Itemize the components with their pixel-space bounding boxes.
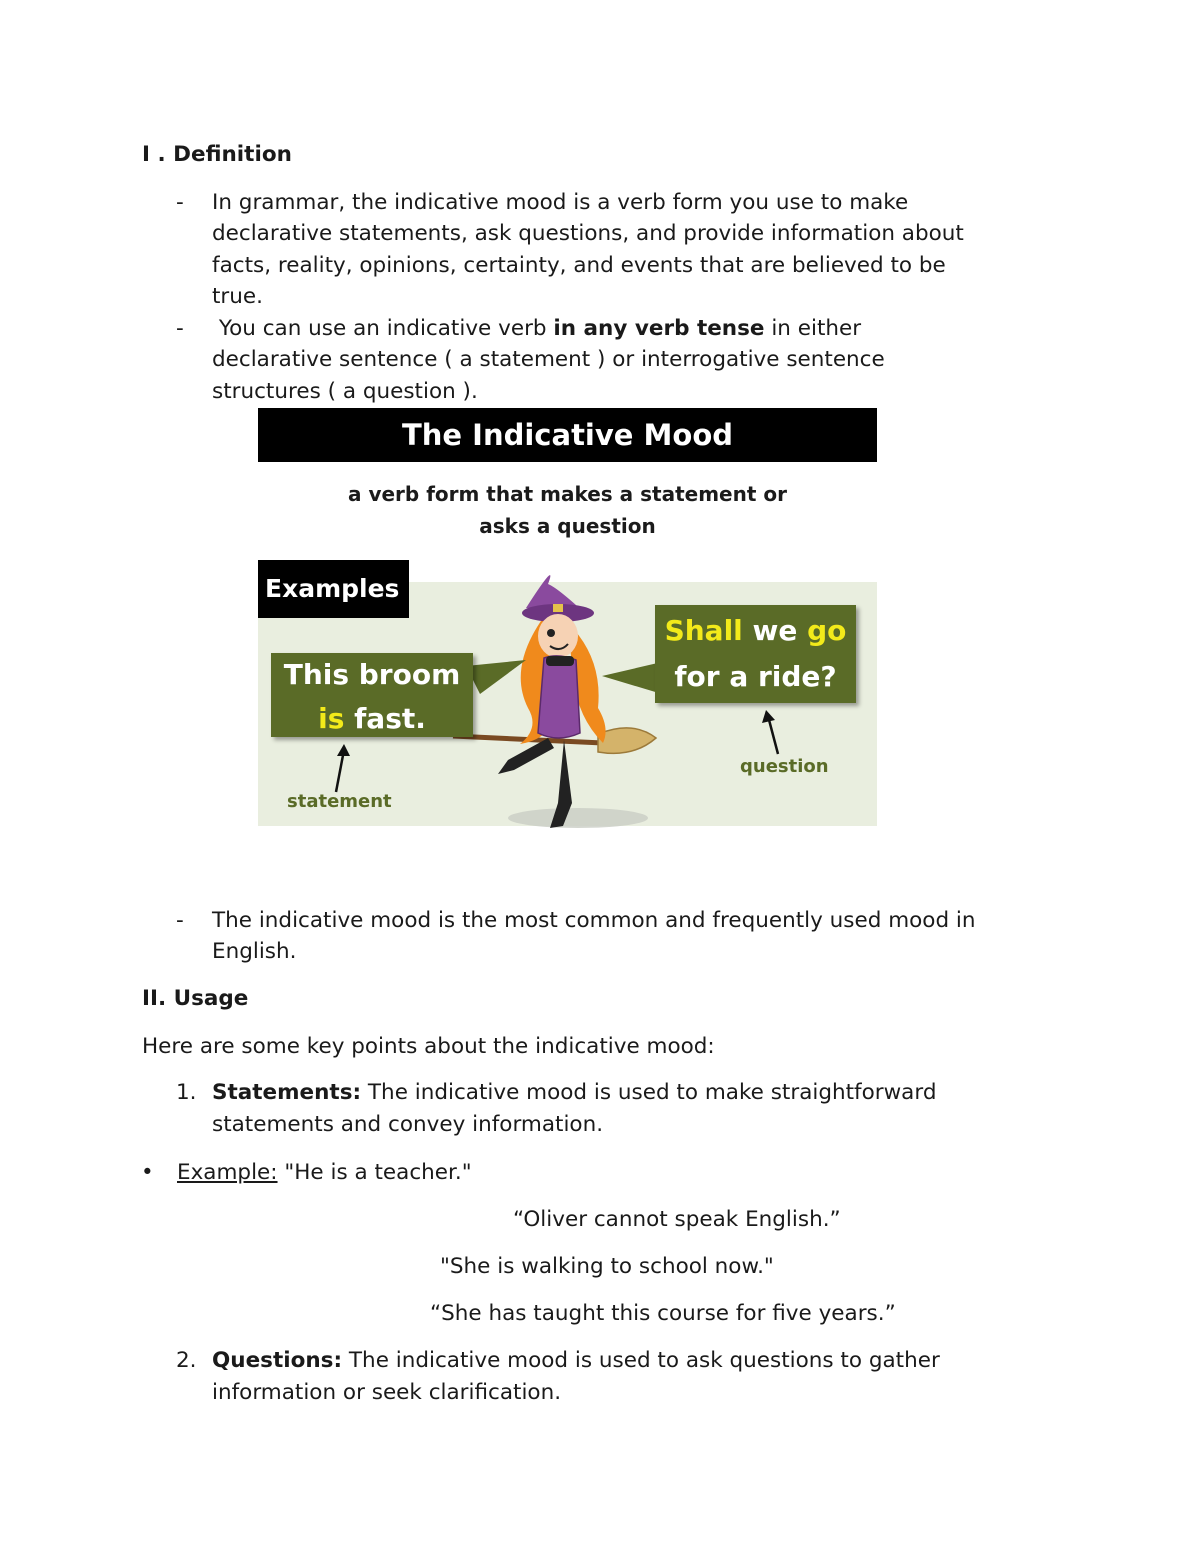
section-heading-definition: I . Definition <box>142 142 292 167</box>
witch-shadow <box>508 808 648 828</box>
example-sentence-3: “She has taught this course for five years.” <box>430 1301 896 1326</box>
broom-bristles <box>598 728 656 754</box>
statement-pointer <box>466 660 526 700</box>
statement-line-2-rest: fast. <box>344 702 426 735</box>
witch-collar <box>546 656 574 666</box>
tense-line-3: structures ( a question ). <box>212 379 478 404</box>
dash-marker: - <box>176 316 184 341</box>
example-sentence-2: "She is walking to school now." <box>440 1254 774 1279</box>
usage-intro: Here are some key points about the indicative mood: <box>142 1034 715 1059</box>
tense-emphasis: in any verb tense <box>553 316 765 341</box>
questions-desc: The indicative mood is used to ask questions to gather <box>342 1348 940 1373</box>
definition-line-2: declarative statements, ask questions, and provide information about <box>212 221 964 246</box>
statement-caption: statement <box>287 791 392 812</box>
definition-line-3: facts, reality, opinions, certainty, and events that are believed to be <box>212 253 946 278</box>
witch-leg <box>498 738 554 774</box>
questions-item-line-2: information or seek clarification. <box>212 1380 562 1405</box>
tense-line-1-post: in either <box>764 316 862 341</box>
common-mood-line-1: The indicative mood is the most common and frequently used mood in <box>212 908 976 933</box>
figure-banner: The Indicative Mood <box>258 408 877 462</box>
common-mood-line-2: English. <box>212 939 297 964</box>
statement-line-1: This broom <box>283 658 461 691</box>
bullet-marker: • <box>141 1160 154 1185</box>
questions-item-line-1 <box>212 1345 940 1377</box>
dash-marker: - <box>176 908 184 933</box>
indicative-mood-figure <box>258 408 878 848</box>
example-label: Example: <box>177 1160 278 1185</box>
statements-item-line-2: statements and convey information. <box>212 1112 604 1137</box>
statements-term: Statements: <box>212 1080 362 1105</box>
tense-line-1-pre: You can use an indicative verb <box>212 316 554 341</box>
item-number-1: 1. <box>176 1080 197 1105</box>
tense-line-2: declarative sentence ( a statement ) or interrogative sentence <box>212 347 885 372</box>
example-sentence-1: “Oliver cannot speak English.” <box>513 1207 841 1232</box>
question-bubble <box>655 605 856 703</box>
examples-label: Examples <box>258 560 409 618</box>
example-text: "He is a teacher." <box>277 1160 472 1185</box>
example-line <box>177 1157 472 1189</box>
question-line-2: for a ride? <box>674 660 837 693</box>
definition-line-4: true. <box>212 284 263 309</box>
definition-line-1: In grammar, the indicative mood is a verb form you use to make <box>212 190 909 215</box>
tense-line-1 <box>212 313 861 345</box>
witch-dress <box>538 656 580 738</box>
statements-item-line-1 <box>212 1077 936 1109</box>
figure-subtitle-line-1: a verb form that makes a statement or <box>348 482 787 506</box>
question-caption: question <box>740 756 829 777</box>
question-word-shall: Shall <box>664 614 743 647</box>
question-line-1-mid: we <box>742 614 808 647</box>
statement-line-2 <box>271 697 473 741</box>
question-word-go: go <box>807 614 847 647</box>
statement-bubble <box>271 653 473 737</box>
statements-desc: The indicative mood is used to make straightforward <box>361 1080 937 1105</box>
question-line-1 <box>655 608 856 654</box>
dash-marker: - <box>176 190 184 215</box>
statement-verb: is <box>318 702 345 735</box>
section-heading-usage: II. Usage <box>142 986 249 1011</box>
question-pointer <box>602 660 662 700</box>
witch-face <box>538 614 578 658</box>
item-number-2: 2. <box>176 1348 197 1373</box>
questions-term: Questions: <box>212 1348 343 1373</box>
witch-hat-buckle <box>553 604 563 612</box>
witch-eye <box>547 629 555 637</box>
figure-subtitle-line-2: asks a question <box>479 514 656 538</box>
